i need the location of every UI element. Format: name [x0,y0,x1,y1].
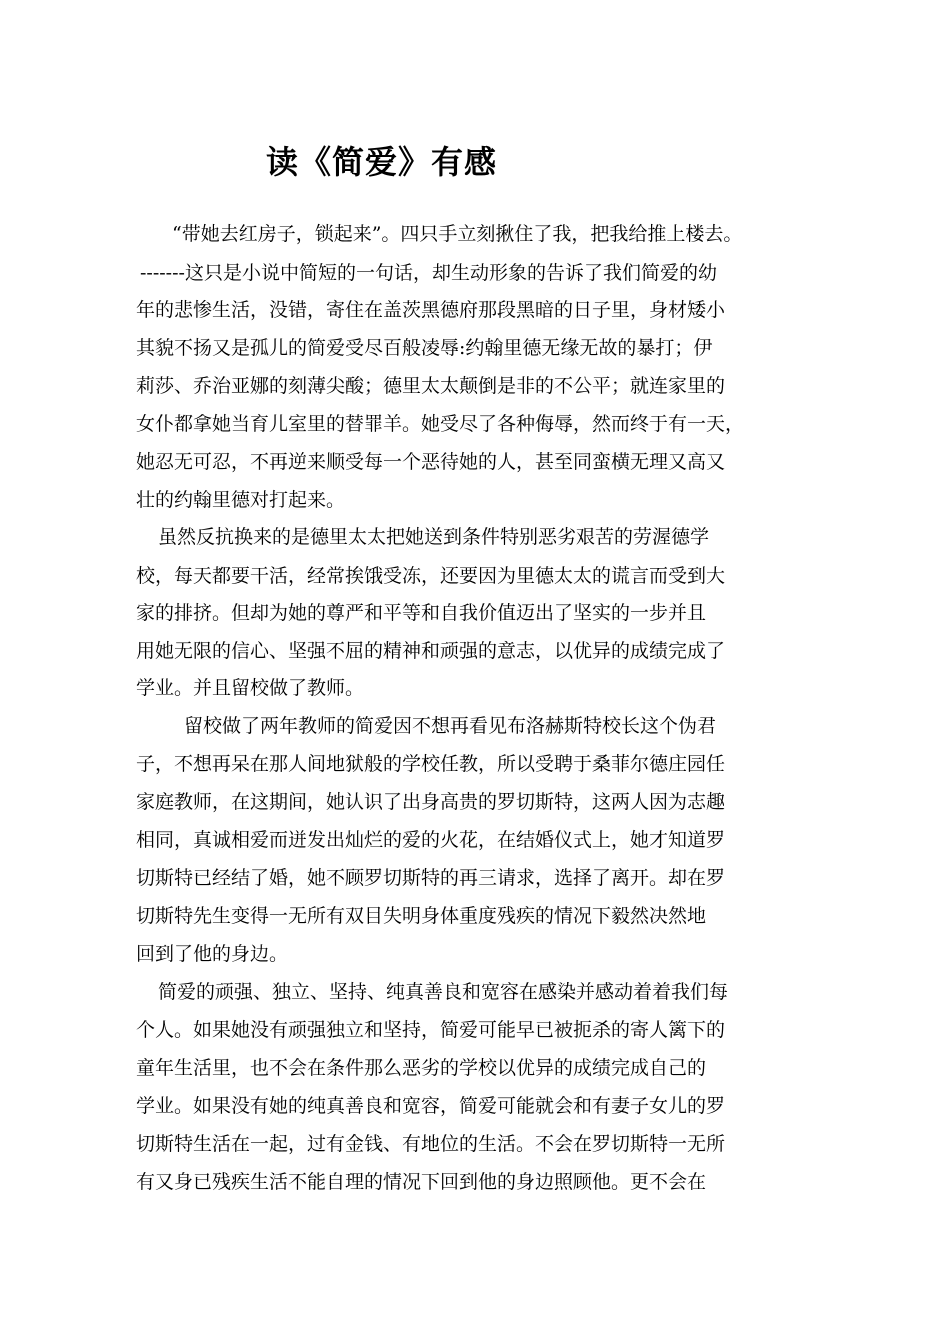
body-line-23: 童年生活里，也不会在条件那么恶劣的学校以优异的成绩完成自己的 [136,1057,707,1079]
body-line-3: 年的悲惨生活，没错，寄住在盖茨黑德府那段黑暗的日子里，身材矮小 [136,299,726,321]
page-title: 读《简爱》有感 [266,143,498,181]
body-line-17: 相同，真诚相爱而迸发出灿烂的爱的火花，在结婚仪式上，她才知道罗 [136,829,726,851]
body-line-16: 家庭教师，在这期间，她认识了出身高贵的罗切斯特，这两人因为志趣 [136,791,726,813]
body-line-10: 校，每天都要干活，经常挨饿受冻，还要因为里德太太的谎言而受到大 [136,565,726,587]
body-line-15: 子，不想再呆在那人间地狱般的学校任教，所以受聘于桑菲尔德庄园任 [136,753,726,775]
body-line-25: 切斯特生活在一起，过有金钱、有地位的生活。不会在罗切斯特一无所 [136,1133,726,1155]
body-line-21: 简爱的顽强、独立、坚持、纯真善良和宽容在感染并感动着着我们每 [158,981,729,1003]
body-line-8: 壮的约翰里德对打起来。 [136,489,346,511]
body-line-22: 个人。如果她没有顽强独立和坚持，简爱可能早已被扼杀的寄人篱下的 [136,1019,726,1041]
body-line-1: “带她去红房子，锁起来”。四只手立刻揪住了我，把我给推上楼去。 [172,223,743,245]
body-line-14: 留校做了两年教师的简爱因不想再看见布洛赫斯特校长这个伪君 [184,715,717,737]
body-line-26: 有又身已残疾生活不能自理的情况下回到他的身边照顾他。更不会在 [136,1171,707,1193]
body-line-2: -------这只是小说中简短的一句话，却生动形象的告诉了我们简爱的幼 [140,262,717,284]
body-line-24: 学业。如果没有她的纯真善良和宽容，简爱可能就会和有妻子女儿的罗 [136,1095,726,1117]
body-line-13: 学业。并且留校做了教师。 [136,677,365,699]
body-line-4: 其貌不扬又是孤儿的简爱受尽百般凌辱:约翰里德无缘无故的暴打；伊 [136,337,713,359]
body-line-9: 虽然反抗换来的是德里太太把她送到条件特别恶劣艰苦的劳渥德学 [158,526,710,548]
body-line-6: 女仆都拿她当育儿室里的替罪羊。她受尽了各种侮辱，然而终于有一天， [136,413,745,435]
body-line-18: 切斯特已经结了婚，她不顾罗切斯特的再三请求，选择了离开。却在罗 [136,867,726,889]
body-line-12: 用她无限的信心、坚强不屈的精神和顽强的意志，以优异的成绩完成了 [136,640,726,662]
body-line-19: 切斯特先生变得一无所有双目失明身体重度残疾的情况下毅然决然地 [136,905,707,927]
body-line-11: 家的排挤。但却为她的尊严和平等和自我价值迈出了坚实的一步并且 [136,602,707,624]
body-line-5: 莉莎、乔治亚娜的刻薄尖酸；德里太太颠倒是非的不公平；就连家里的 [136,375,726,397]
body-line-7: 她忍无可忍，不再逆来顺受每一个恶待她的人，甚至同蛮横无理又高又 [136,451,726,473]
body-line-20: 回到了他的身边。 [136,943,289,965]
